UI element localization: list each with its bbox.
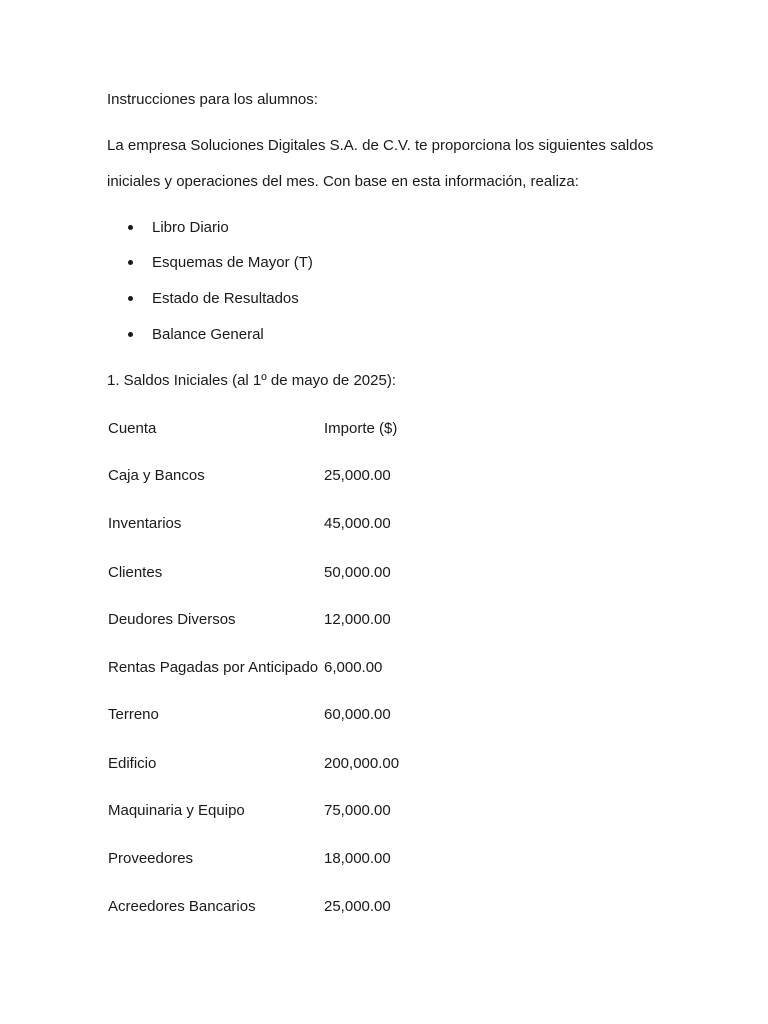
bullet-icon <box>128 296 133 301</box>
account-amount: 200,000.00 <box>324 755 400 772</box>
task-label: Estado de Resultados <box>152 290 299 307</box>
account-amount: 25,000.00 <box>324 467 391 484</box>
table-row <box>107 755 607 773</box>
table-row <box>107 802 607 820</box>
intro-paragraph-line-2: iniciales y operaciones del mes. Con base en esta información, realiza: <box>107 173 579 190</box>
table-row <box>107 515 607 533</box>
bullet-icon <box>128 260 133 265</box>
table-row <box>107 659 607 677</box>
account-name: Terreno <box>108 706 159 723</box>
bullet-icon <box>128 225 133 230</box>
account-name: Rentas Pagadas por Anticipado <box>108 659 319 676</box>
account-amount: 60,000.00 <box>324 706 391 723</box>
table-row <box>107 467 607 485</box>
account-name: Inventarios <box>108 515 182 532</box>
column-header-account: Cuenta <box>108 420 157 437</box>
task-label: Libro Diario <box>152 219 229 236</box>
account-name: Proveedores <box>108 850 194 867</box>
table-row <box>107 850 607 868</box>
table-row <box>107 611 607 629</box>
account-name: Deudores Diversos <box>108 611 236 628</box>
instructions-heading: Instrucciones para los alumnos: <box>107 91 318 108</box>
section-heading: 1. Saldos Iniciales (al 1º de mayo de 2025): <box>107 372 396 389</box>
account-amount: 50,000.00 <box>324 564 391 581</box>
account-amount: 6,000.00 <box>324 659 383 676</box>
table-row <box>107 706 607 724</box>
account-name: Clientes <box>108 564 163 581</box>
table-header-row <box>107 420 607 438</box>
intro-paragraph-line-1: La empresa Soluciones Digitales S.A. de C.V. te proporciona los siguientes saldos <box>107 137 654 154</box>
account-name: Acreedores Bancarios <box>108 898 256 915</box>
account-amount: 45,000.00 <box>324 515 391 532</box>
account-amount: 18,000.00 <box>324 850 391 867</box>
account-amount: 25,000.00 <box>324 898 391 915</box>
account-amount: 75,000.00 <box>324 802 391 819</box>
account-amount: 12,000.00 <box>324 611 391 628</box>
task-label: Esquemas de Mayor (T) <box>152 254 313 271</box>
task-label: Balance General <box>152 326 264 343</box>
table-row <box>107 898 607 916</box>
account-name: Maquinaria y Equipo <box>108 802 245 819</box>
account-name: Edificio <box>108 755 157 772</box>
bullet-icon <box>128 332 133 337</box>
account-name: Caja y Bancos <box>108 467 205 484</box>
column-header-amount: Importe ($) <box>324 420 398 437</box>
table-row <box>107 564 607 582</box>
